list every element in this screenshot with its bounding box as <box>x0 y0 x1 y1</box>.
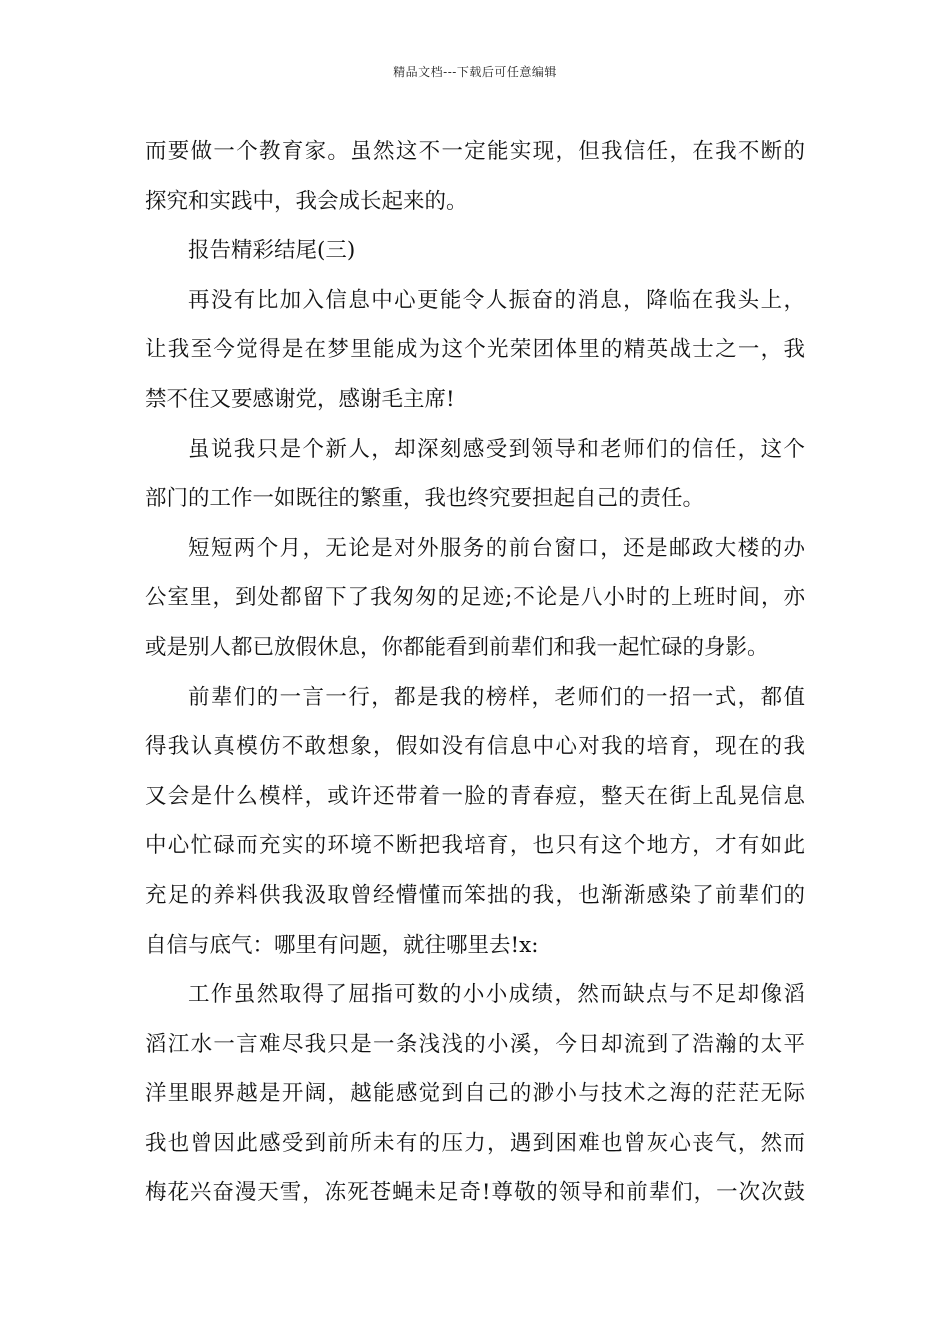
body-line: 而要做一个教育家。虽然这不一定能实现，但我信任，在我不断的 <box>145 139 805 164</box>
body-line: 滔江水一言难尽我只是一条浅浅的小溪，今日却流到了浩瀚的太平 <box>145 1031 805 1057</box>
body-line: 梅花兴奋漫天雪，冻死苍蝇未足奇!尊敬的领导和前辈们，一次次鼓 <box>145 1180 805 1206</box>
body-line: 洋里眼界越是开阔，越能感觉到自己的渺小与技术之海的茫茫无际 <box>145 1081 805 1107</box>
body-line: 得我认真模仿不敢想象，假如没有信息中心对我的培育，现在的我 <box>145 734 805 760</box>
section-heading: 报告精彩结尾(三) <box>188 238 356 264</box>
body-line: 让我至今觉得是在梦里能成为这个光荣团体里的精英战士之一，我 <box>145 337 805 363</box>
body-line: 再没有比加入信息中心更能令人振奋的消息，降临在我头上， <box>188 287 805 313</box>
body-line: 充足的养料供我汲取曾经懵懂而笨拙的我，也渐渐感染了前辈们的 <box>145 882 805 908</box>
body-line: 中心忙碌而充实的环境不断把我培育，也只有这个地方，才有如此 <box>145 833 805 859</box>
body-line: 又会是什么模样，或许还带着一脸的青春痘，整天在街上乱晃信息 <box>145 783 805 809</box>
body-line: 自信与底气：哪里有问题，就往哪里去!x: <box>145 932 539 958</box>
body-line: 禁不住又要感谢党，感谢毛主席! <box>145 386 455 412</box>
body-line: 前辈们的一言一行，都是我的榜样，老师们的一招一式，都值 <box>188 684 805 710</box>
body-line: 工作虽然取得了屈指可数的小小成绩，然而缺点与不足却像滔 <box>188 982 805 1008</box>
body-line: 短短两个月，无论是对外服务的前台窗口，还是邮政大楼的办 <box>188 535 805 561</box>
body-line: 部门的工作一如既往的繁重，我也终究要担起自己的责任。 <box>145 486 705 512</box>
body-line: 公室里，到处都留下了我匆匆的足迹;不论是八小时的上班时间，亦 <box>145 585 805 611</box>
document-body <box>145 127 805 1218</box>
body-line: 我也曾因此感受到前所未有的压力，遇到困难也曾灰心丧气，然而 <box>145 1130 805 1156</box>
page-header: 精品文档---下载后可任意编辑 <box>393 65 557 79</box>
body-line: 或是别人都已放假休息，你都能看到前辈们和我一起忙碌的身影。 <box>145 634 769 660</box>
body-line: 虽说我只是个新人，却深刻感受到领导和老师们的信任，这个 <box>188 436 805 462</box>
body-line: 探究和实践中，我会成长起来的。 <box>145 188 468 214</box>
